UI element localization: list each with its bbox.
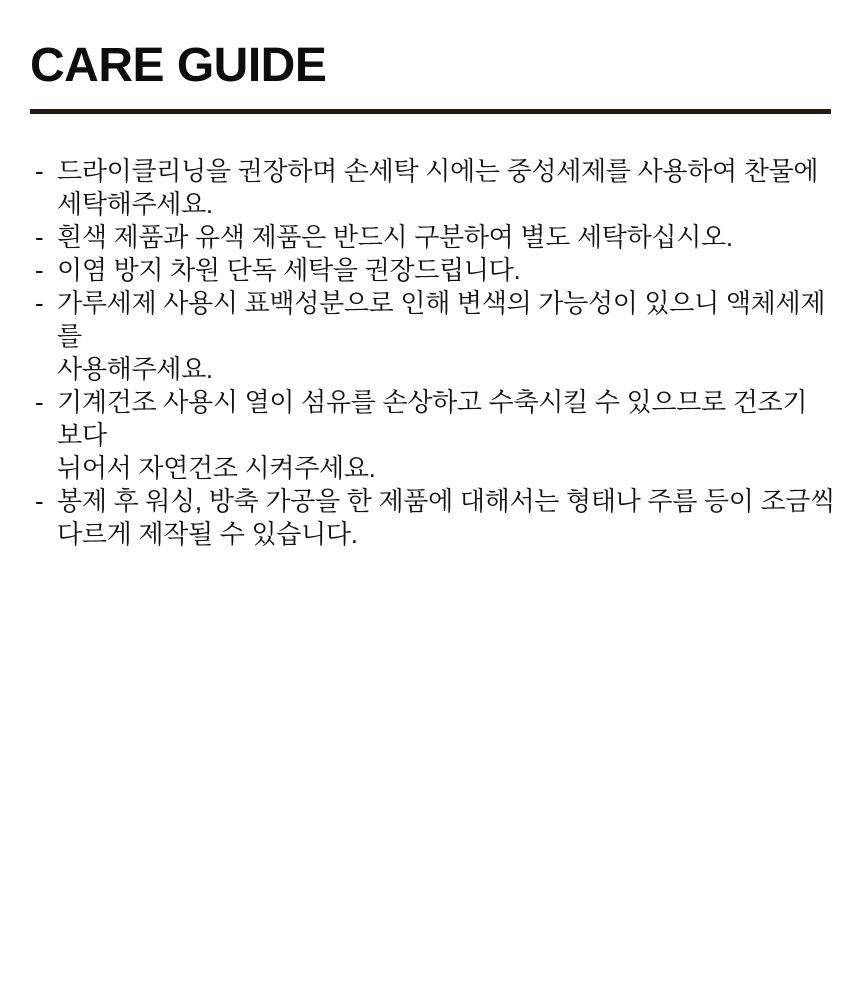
bullet-dash: - — [35, 288, 44, 318]
bullet-dash: - — [35, 156, 44, 186]
care-item — [30, 221, 836, 254]
care-list — [30, 155, 836, 551]
bullet-dash: - — [35, 255, 44, 285]
care-item-text: 기계건조 사용시 열이 섬유를 손상하고 수축시킬 수 있으므로 건조기 보다 뉘어서 자연건조 시켜주세요. — [57, 387, 808, 483]
title-divider — [30, 109, 831, 114]
care-item-text: 흰색 제품과 유색 제품은 반드시 구분하여 별도 세탁하십시오. — [57, 222, 733, 252]
care-guide-page — [0, 39, 860, 989]
care-item-text: 가루세제 사용시 표백성분으로 인해 변색의 가능성이 있으니 액체세제를 사용해주세요. — [57, 288, 826, 384]
care-item — [30, 155, 836, 221]
care-item — [30, 254, 836, 287]
care-item — [30, 386, 836, 485]
care-item — [30, 485, 836, 551]
care-item-text: 봉제 후 워싱, 방축 가공을 한 제품에 대해서는 형태나 주름 등이 조금씩 다르게 제작될 수 있습니다. — [57, 486, 835, 549]
bullet-dash: - — [35, 387, 44, 417]
bullet-dash: - — [35, 222, 44, 252]
care-item-text: 드라이클리닝을 권장하며 손세탁 시에는 중성세제를 사용하여 찬물에 세탁해주세요. — [57, 156, 819, 219]
care-item — [30, 287, 836, 386]
page-title: CARE GUIDE — [30, 39, 327, 92]
care-item-text: 이염 방지 차원 단독 세탁을 권장드립니다. — [57, 255, 521, 285]
bullet-dash: - — [35, 486, 44, 516]
